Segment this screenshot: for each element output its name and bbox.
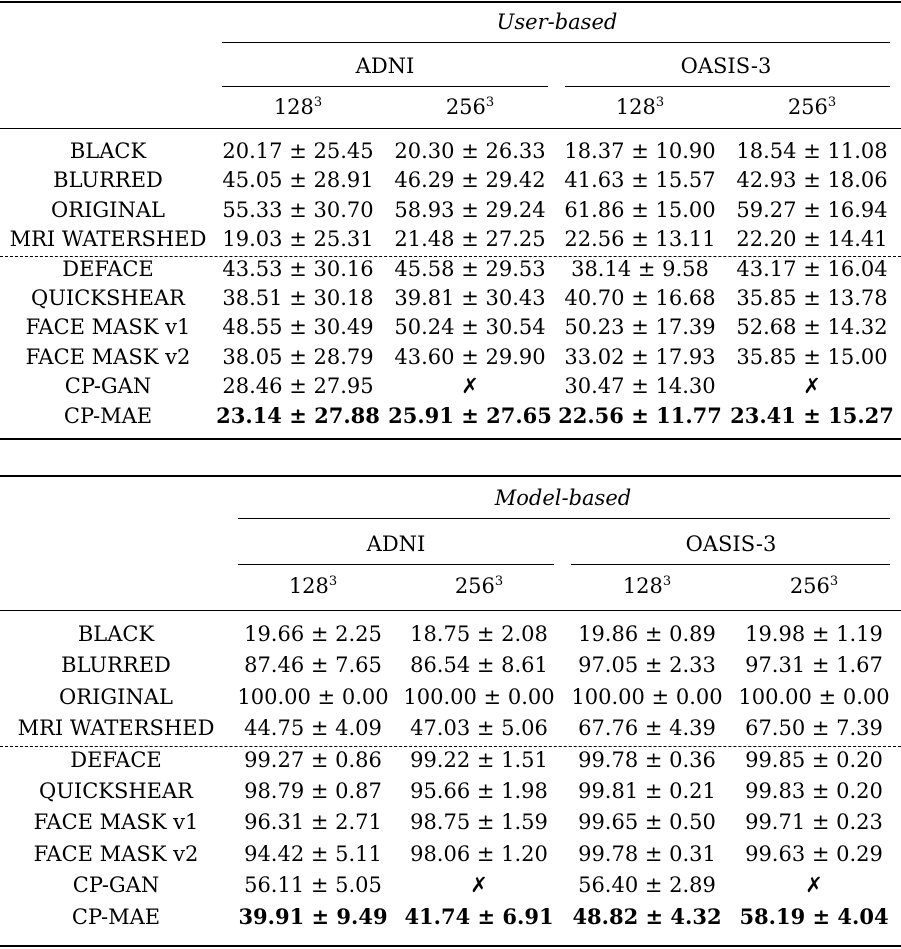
- table-cell: 42.93 ± 18.06: [736, 168, 888, 193]
- method-name: FACE MASK v1: [33, 810, 199, 835]
- method-name: ORIGINAL: [51, 197, 165, 222]
- table-cell: 97.05 ± 2.33: [578, 653, 716, 678]
- table-cell: 19.66 ± 2.25: [244, 622, 382, 646]
- resolution-header: [737, 93, 887, 121]
- table-cell: 45.05 ± 28.91: [222, 168, 374, 193]
- method-name: DEFACE: [70, 747, 162, 772]
- method-name: QUICKSHEAR: [31, 286, 185, 310]
- table-cell: 96.31 ± 2.71: [244, 810, 382, 835]
- table-cell: 86.54 ± 8.61: [410, 653, 548, 678]
- header-rule: [0, 610, 901, 611]
- method-name: MRI WATERSHED: [17, 716, 215, 741]
- method-name: BLACK: [77, 622, 155, 646]
- table-cell: 28.46 ± 27.95: [222, 374, 374, 399]
- table-cell: 100.00 ± 0.00: [738, 684, 890, 709]
- table-cell: 35.85 ± 15.00: [736, 344, 888, 369]
- table-cell: 59.27 ± 16.94: [736, 197, 888, 222]
- table-cell: 50.24 ± 30.54: [394, 315, 546, 340]
- table-cell: 58.19 ± 4.04: [739, 903, 889, 929]
- table-cell: 38.05 ± 28.79: [222, 344, 374, 369]
- resolution-base: 128: [615, 95, 656, 119]
- table-cell: 18.75 ± 2.08: [410, 622, 548, 646]
- resolution-header: [565, 93, 715, 121]
- resolution-header: [404, 572, 554, 600]
- table-cell: 19.98 ± 1.19: [745, 622, 883, 646]
- resolution-exponent: 3: [494, 574, 504, 589]
- table-cell: 99.81 ± 0.21: [578, 779, 716, 803]
- dataset-header: OASIS-3: [680, 54, 772, 78]
- table-cell: 48.55 ± 30.49: [222, 315, 374, 340]
- dataset-header: OASIS-3: [685, 532, 777, 556]
- table-cell: 98.06 ± 1.20: [410, 841, 548, 866]
- resolution-base: 128: [622, 574, 663, 598]
- table-cell: 45.58 ± 29.53: [394, 256, 546, 281]
- dataset-underline: [571, 564, 890, 565]
- table-cell: 100.00 ± 0.00: [571, 684, 723, 709]
- table-cell: 87.46 ± 7.65: [244, 653, 382, 678]
- table-cell: 61.86 ± 15.00: [564, 197, 716, 222]
- table-cell: 99.83 ± 0.20: [745, 779, 883, 803]
- table-cell: 30.47 ± 14.30: [564, 374, 716, 399]
- method-name: CP-MAE: [63, 403, 153, 428]
- resolution-header: [739, 572, 889, 600]
- table-cell: 55.33 ± 30.70: [222, 197, 374, 222]
- resolution-exponent: 3: [485, 95, 495, 110]
- table-cell: 22.56 ± 11.77: [558, 402, 722, 428]
- table-cell: 43.60 ± 29.90: [394, 344, 546, 369]
- table-cell: 33.02 ± 17.93: [564, 344, 716, 369]
- group-underline: [238, 518, 890, 519]
- table-cell: 94.42 ± 5.11: [244, 841, 382, 866]
- group-header: User-based: [496, 10, 618, 34]
- dataset-underline: [222, 86, 548, 87]
- resolution-exponent: 3: [827, 95, 837, 110]
- group-underline: [222, 42, 890, 43]
- resolution-exponent: 3: [662, 574, 672, 589]
- method-name: BLURRED: [53, 168, 163, 193]
- table-cell: 46.29 ± 29.42: [394, 168, 546, 193]
- resolution-exponent: 3: [655, 95, 665, 110]
- resolution-exponent: 3: [829, 574, 839, 589]
- table-cell: 99.65 ± 0.50: [578, 810, 716, 835]
- table-cell: 25.91 ± 27.65: [388, 402, 552, 428]
- table-cell: 41.74 ± 6.91: [404, 903, 554, 929]
- table-cell: 35.85 ± 13.78: [736, 286, 888, 310]
- not-applicable-mark: ✗: [805, 873, 823, 898]
- table-cell: 99.27 ± 0.86: [244, 747, 382, 772]
- method-name: DEFACE: [62, 256, 154, 281]
- table-cell: 41.63 ± 15.57: [564, 168, 716, 193]
- resolution-header: [223, 93, 373, 121]
- table-cell: 99.78 ± 0.36: [578, 747, 716, 772]
- table-cell: 20.30 ± 26.33: [394, 139, 546, 163]
- table-cell: 99.85 ± 0.20: [745, 747, 883, 772]
- dataset-underline: [565, 86, 890, 87]
- table-cell: 23.41 ± 15.27: [730, 402, 894, 428]
- table-cell: 67.50 ± 7.39: [745, 716, 883, 741]
- resolution-header: [395, 93, 545, 121]
- method-name: FACE MASK v2: [25, 344, 191, 369]
- table-cell: 43.53 ± 30.16: [222, 256, 374, 281]
- method-name: CP-GAN: [64, 374, 152, 399]
- method-name: CP-MAE: [71, 904, 161, 929]
- table-cell: 99.63 ± 0.29: [745, 841, 883, 866]
- table-cell: 18.37 ± 10.90: [564, 139, 716, 163]
- table-cell: 19.86 ± 0.89: [578, 622, 716, 646]
- table-cell: 44.75 ± 4.09: [244, 716, 382, 741]
- resolution-base: 256: [445, 95, 486, 119]
- user-based-table: [0, 0, 901, 442]
- method-name: CP-GAN: [72, 873, 160, 898]
- table-cell: 50.23 ± 17.39: [564, 315, 716, 340]
- top-rule: [0, 475, 901, 477]
- table-cell: 48.82 ± 4.32: [572, 903, 722, 929]
- table-cell: 18.54 ± 11.08: [736, 139, 888, 163]
- table-cell: 21.48 ± 27.25: [394, 227, 546, 252]
- table-cell: 99.78 ± 0.31: [578, 841, 716, 866]
- resolution-base: 256: [789, 574, 830, 598]
- table-cell: 39.91 ± 9.49: [238, 903, 388, 929]
- method-name: MRI WATERSHED: [9, 227, 207, 252]
- model-based-table: [0, 474, 901, 949]
- table-cell: 98.75 ± 1.59: [410, 810, 548, 835]
- resolution-exponent: 3: [313, 95, 323, 110]
- resolution-base: 256: [454, 574, 495, 598]
- table-cell: 100.00 ± 0.00: [403, 684, 555, 709]
- header-rule: [0, 128, 901, 129]
- table-cell: 43.17 ± 16.04: [736, 256, 888, 281]
- dataset-header: ADNI: [355, 54, 415, 78]
- resolution-base: 128: [273, 95, 314, 119]
- not-applicable-mark: ✗: [461, 374, 479, 399]
- resolution-base: 128: [288, 574, 329, 598]
- table-cell: 52.68 ± 14.32: [736, 315, 888, 340]
- method-name: FACE MASK v1: [25, 315, 191, 340]
- bottom-rule: [0, 438, 901, 440]
- top-rule: [0, 1, 901, 3]
- table-cell: 100.00 ± 0.00: [237, 684, 389, 709]
- dataset-header: ADNI: [366, 532, 426, 556]
- not-applicable-mark: ✗: [803, 374, 821, 399]
- method-name: BLACK: [69, 139, 147, 163]
- table-cell: 40.70 ± 16.68: [564, 286, 716, 310]
- table-cell: 97.31 ± 1.67: [745, 653, 883, 678]
- table-cell: 47.03 ± 5.06: [410, 716, 548, 741]
- table-cell: 19.03 ± 25.31: [222, 227, 374, 252]
- table-cell: 98.79 ± 0.87: [244, 779, 382, 803]
- table-cell: 99.71 ± 0.23: [745, 810, 883, 835]
- table-cell: 23.14 ± 27.88: [216, 402, 380, 428]
- method-name: FACE MASK v2: [33, 841, 199, 866]
- method-name: BLURRED: [61, 653, 171, 678]
- resolution-base: 256: [787, 95, 828, 119]
- table-cell: 20.17 ± 25.45: [222, 139, 374, 163]
- dataset-underline: [238, 564, 554, 565]
- not-applicable-mark: ✗: [470, 873, 488, 898]
- table-cell: 39.81 ± 30.43: [394, 286, 546, 310]
- resolution-exponent: 3: [328, 574, 338, 589]
- table-cell: 95.66 ± 1.98: [410, 779, 548, 803]
- group-header: Model-based: [494, 486, 632, 510]
- table-cell: 67.76 ± 4.39: [578, 716, 716, 741]
- resolution-header: [238, 572, 388, 600]
- table-cell: 38.51 ± 30.18: [222, 286, 374, 310]
- table-cell: 99.22 ± 1.51: [410, 747, 548, 772]
- table-cell: 58.93 ± 29.24: [394, 197, 546, 222]
- table-cell: 22.56 ± 13.11: [564, 227, 716, 252]
- method-name: QUICKSHEAR: [39, 779, 193, 803]
- table-cell: 38.14 ± 9.58: [571, 256, 709, 281]
- resolution-header: [572, 572, 722, 600]
- table-cell: 22.20 ± 14.41: [736, 227, 888, 252]
- table-cell: 56.11 ± 5.05: [244, 873, 382, 898]
- method-name: ORIGINAL: [59, 684, 173, 709]
- table-cell: 56.40 ± 2.89: [578, 873, 716, 898]
